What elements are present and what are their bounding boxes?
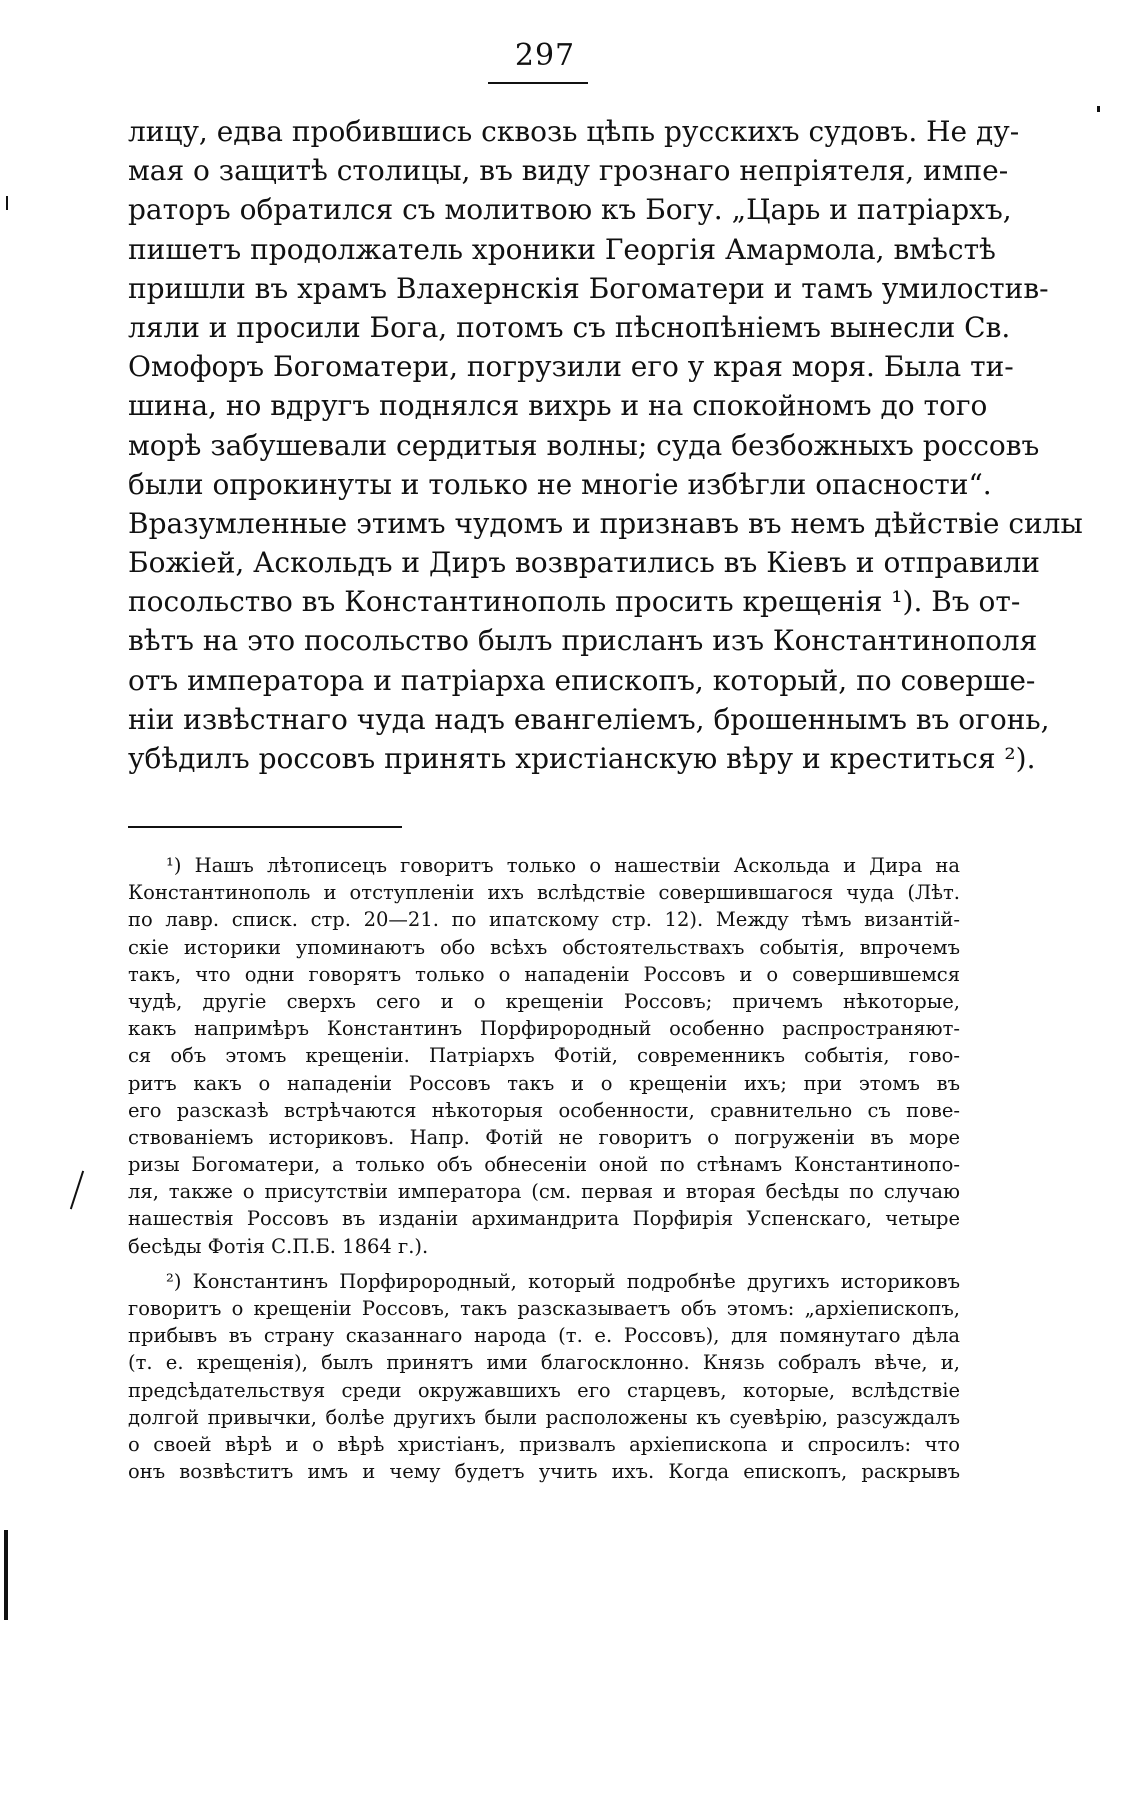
footnote-line: чудѣ, другіе сверхъ сего и о крещеніи Россовъ; причемъ нѣкоторые, <box>128 989 960 1013</box>
footnote-line: ризы Богоматери, а только объ обнесеніи оной по стѣнамъ Константинопо- <box>128 1153 960 1177</box>
footnote-line: (т. е. крещенія), былъ принятъ ими благосклонно. Князь собралъ вѣче, и, <box>128 1351 960 1375</box>
footnote-line: онъ возвѣститъ имъ и чему будетъ учить ихъ. Когда епископъ, раскрывъ <box>128 1460 960 1484</box>
text-line: вѣтъ на это посольство былъ присланъ изъ Константинополя <box>128 624 1038 658</box>
scan-mark <box>4 1530 8 1620</box>
footnote-line: ля, также о присутствіи императора (см. первая и вторая бесѣды по случаю <box>128 1180 960 1204</box>
footnote-line: ¹) Нашъ лѣтописецъ говоритъ только о нашествіи Аскольда и Дира на <box>166 854 960 877</box>
text-line: были опрокинуты и только не многіе избѣгли опасности“. <box>128 467 992 501</box>
text-line: Божіей, Аскольдъ и Диръ возвратились въ Кіевъ и отправили <box>128 546 1040 580</box>
text-line: отъ императора и патріарха епископъ, который, по соверше- <box>128 663 1036 697</box>
footnote-line: о своей вѣрѣ и о вѣрѣ христіанъ, призвалъ архіепископа и спросилъ: что <box>128 1432 960 1456</box>
page-number: 297 <box>514 38 576 73</box>
text-line: ніи извѣстнаго чуда надъ евангеліемъ, брошеннымъ въ огонь, <box>128 702 1050 736</box>
text-line: Вразумленные этимъ чудомъ и признавъ въ немъ дѣйствіе силы <box>128 506 1083 540</box>
text-line: ляли и просили Бога, потомъ съ пѣснопѣніемъ вынесли Св. <box>128 310 1011 344</box>
page-number-underline <box>488 82 588 84</box>
text-line: шина, но вдругъ поднялся вихрь и на спокойномъ до того <box>128 389 988 423</box>
footnote-1 <box>128 852 960 1260</box>
text-line: раторъ обратился съ молитвою къ Богу. „Царь и патріархъ, <box>128 193 1012 227</box>
scan-mark <box>1097 106 1100 112</box>
text-line: мая о защитѣ столицы, въ виду грознаго непріятеля, импе- <box>128 154 1009 188</box>
scan-mark <box>6 196 8 210</box>
scan-mark <box>70 1171 84 1210</box>
footnote-line: ся объ этомъ крещеніи. Патріархъ Фотій, современникъ событія, гово- <box>128 1044 960 1068</box>
footnote-line: скіе историки упоминаютъ обо всѣхъ обстоятельствахъ событія, впрочемъ <box>128 935 960 959</box>
footnote-line: ритъ какъ о нападеніи Россовъ такъ и о крещеніи ихъ; при этомъ въ <box>128 1071 960 1095</box>
footnote-line: нашествія Россовъ въ изданіи архимандрита Порфирія Успенскаго, четыре <box>128 1207 960 1231</box>
footnotes <box>128 852 960 1485</box>
text-line: пришли въ храмъ Влахернскія Богоматери и тамъ умилостив- <box>128 271 1049 305</box>
footnote-line: его разсказѣ встрѣчаются нѣкоторыя особенности, сравнительно съ пове- <box>128 1098 960 1122</box>
footnote-line: ствованіемъ историковъ. Напр. Фотій не говоритъ о погруженіи въ море <box>128 1125 960 1149</box>
main-text <box>128 112 1083 778</box>
text-line: пишетъ продолжатель хроники Георгія Амармола, вмѣстѣ <box>128 232 996 266</box>
text-line: лицу, едва пробившись сквозь цѣпь русскихъ судовъ. Не ду- <box>128 115 1020 148</box>
footnote-2 <box>128 1268 960 1486</box>
text-line: убѣдилъ россовъ принять христіанскую вѣру и креститься ²). <box>128 742 1036 775</box>
footnote-line: предсѣдательствуя среди окружавшихъ его старцевъ, которые, вслѣдствіе <box>128 1378 960 1402</box>
footnote-line: прибывъ въ страну сказаннаго народа (т. е. Россовъ), для помянутаго дѣла <box>128 1324 960 1348</box>
footnote-line: по лавр. списк. стр. 20—21. по ипатскому стр. 12). Между тѣмъ византій- <box>128 908 960 932</box>
text-line: морѣ забушевали сердитыя волны; суда безбожныхъ россовъ <box>128 428 1040 462</box>
footnote-separator <box>128 826 402 828</box>
footnote-line: говоритъ о крещеніи Россовъ, такъ разсказываетъ объ этомъ: „архіепископъ, <box>128 1297 960 1320</box>
footnote-line: такъ, что одни говорятъ только о нападеніи Россовъ и о совершившемся <box>128 962 960 986</box>
footnote-line: какъ напримѣръ Константинъ Порфирородный особенно распространяют- <box>128 1017 960 1041</box>
footnote-line: ²) Константинъ Порфирородный, который подробнѣе другихъ историковъ <box>166 1269 960 1293</box>
text-line: Омофоръ Богоматери, погрузили его у края моря. Была ти- <box>128 350 1014 384</box>
text-line: посольство въ Константинополь просить крещенія ¹). Въ от- <box>128 585 1021 619</box>
footnote-line: долгой привычки, болѣе другихъ были расположены къ суевѣрію, разсуждалъ <box>128 1405 960 1429</box>
footnote-line: Константинополь и отступленіи ихъ вслѣдствіе совершившагося чуда (Лѣт. <box>128 881 960 905</box>
footnote-line: бесѣды Фотія С.П.Б. 1864 г.). <box>128 1234 429 1258</box>
